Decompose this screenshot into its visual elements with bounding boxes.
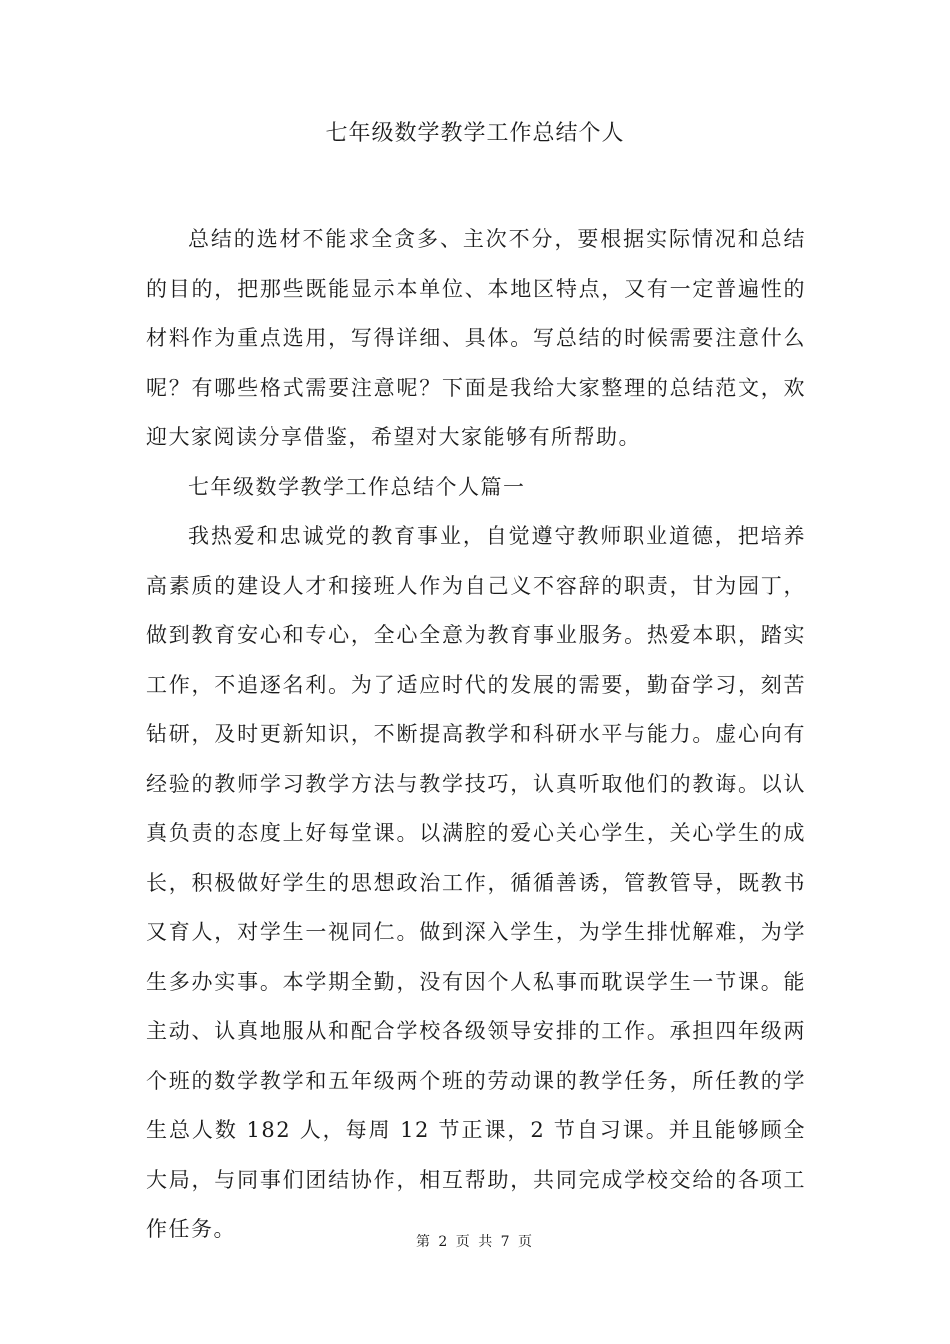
document-body bbox=[146, 215, 806, 1255]
body-paragraph: 我热爱和忠诚党的教育事业，自觉遵守教师职业道德，把培养高素质的建设人才和接班人作为自己义不容辞的职责，甘为园丁，做到教育安心和专心，全心全意为教育事业服务。热爱本职，踏实工作，不追逐名利。为了适应时代的发展的需要，勤奋学习，刻苦钻研，及时更新知识，不断提高教学和科研水平与能力。虚心向有经验的教师学习教学方法与教学技巧，认真听取他们的教诲。以认真负责的态度上好每堂课。以满腔的爱心关心学生，关心学生的成长，积极做好学生的思想政治工作，循循善诱，管教管导，既教书又育人，对学生一视同仁。做到深入学生，为学生排忧解难，为学生多办实事。本学期全勤，没有因个人私事而耽误学生一节课。能主动、认真地服从和配合学校各级领导安排的工作。承担四年级两个班的数学教学和五年级两个班的劳动课的教学任务，所任教的学生总人数 182 人，每周 12 节正课，2 节自习课。并且能够顾全大局，与同事们团结协作，相互帮助，共同完成学校交给的各项工作任务。 bbox=[146, 524, 806, 1241]
document-title: 七年级数学教学工作总结个人 bbox=[325, 121, 625, 146]
section-heading: 七年级数学教学工作总结个人篇一 bbox=[188, 474, 526, 499]
intro-paragraph: 总结的选材不能求全贪多、主次不分，要根据实际情况和总结的目的，把那些既能显示本单位、本地区特点，又有一定普遍性的材料作为重点选用，写得详细、具体。写总结的时候需要注意什么呢？有哪些格式需要注意呢？下面是我给大家整理的总结范文，欢迎大家阅读分享借鉴，希望对大家能够有所帮助。 bbox=[146, 227, 806, 449]
page-footer: 第 2 页 共 7 页 bbox=[415, 1234, 535, 1250]
